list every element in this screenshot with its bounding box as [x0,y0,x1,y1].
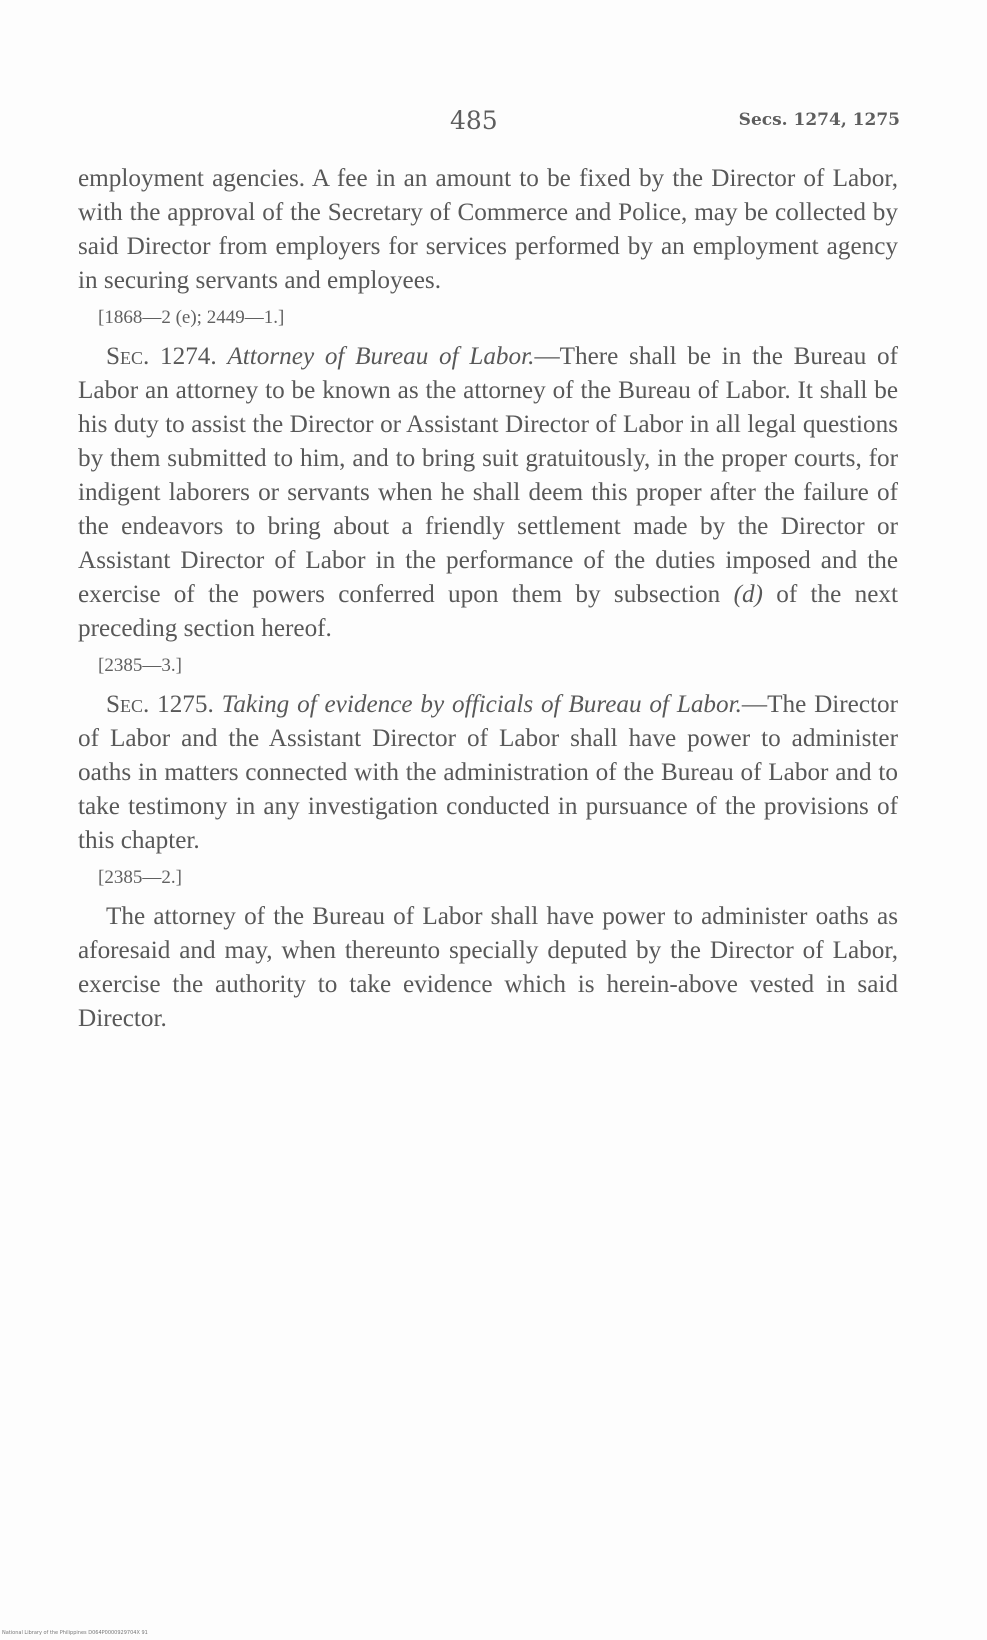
final-paragraph: The attorney of the Bureau of Labor shall have power to administer oaths as aforesaid and may, when thereunto specially deputed by the Director of Labor, exercise the authority to take evidence which is herein-above vested in said Director. [78,903,898,1032]
section-1275-number: Sec. 1275. [106,691,214,718]
section-1274-number: Sec. 1274. [106,343,217,370]
citation-2: [2385—3.] [98,655,182,676]
continuation-paragraph: employment agencies. A fee in an amount to be fixed by the Director of Labor, with the approval of the Secretary of Commerce and Police, may be collected by said Director from employers for services performed by an employment agency in securing servants and employees. [78,165,898,294]
section-1274-title: Attorney of Bureau of Labor. [227,343,535,370]
footer-note: National Library of the Philippines D064P0000929704X 91 [2,1630,148,1636]
citation-1: [1868—2 (e); 2449—1.] [98,307,285,328]
section-1274-paragraph [78,340,898,646]
section-1275-title: Taking of evidence by officials of Bureau of Labor. [221,691,742,718]
section-1274-text: —There shall be in the Bureau of Labor an attorney to be known as the attorney of the Bureau of Labor. It shall be his duty to assist the Director or Assistant Director of Labor in all legal questions by them submitted to him, and to bring suit gratuitously, in the proper courts, for indigent laborers or servants when he shall deem this proper after the failure of the endeavors to bring about a friendly settlement made by the Director or Assistant Director of Labor in the performance of the duties imposed and the exercise of the powers conferred upon them by subsection [78,343,898,608]
page-number: 485 [450,106,498,135]
section-range: Secs. 1274, 1275 [738,110,900,130]
body-text [78,162,898,1036]
section-1275-paragraph [78,688,898,858]
section-1275-text: —The Director of Labor and the Assistant Director of Labor shall have power to administer oaths in matters connected with the administration of the Bureau of Labor and to take testimony in any investigation conducted in pursuance of the provisions of this chapter. [78,691,898,854]
page-header [78,106,900,146]
section-1274-subsection: (d) [733,581,763,608]
section-1274-text-end: of the next preceding section hereof. [78,581,898,642]
citation-3: [2385—2.] [98,867,182,888]
